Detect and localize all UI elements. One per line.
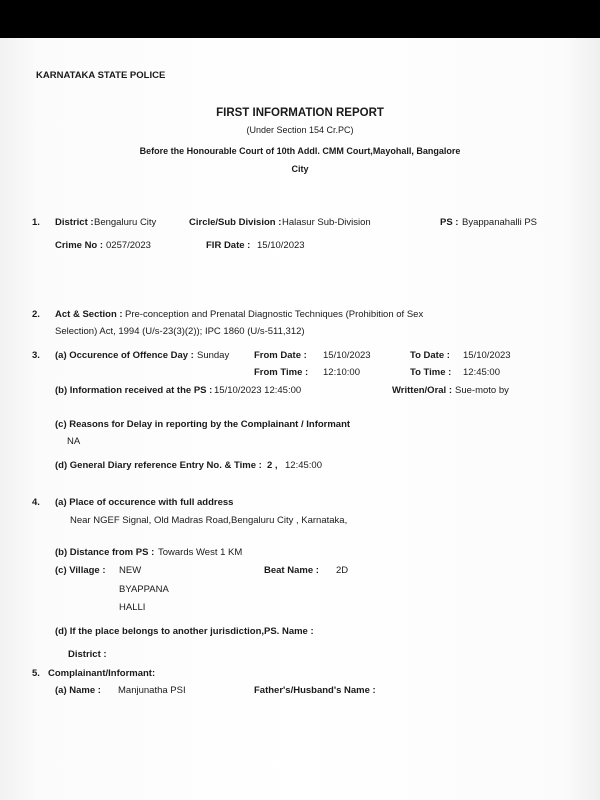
district-jurisdiction-label: District : (68, 649, 107, 660)
from-time-label: From Time : (254, 367, 309, 378)
info-received-value: 15/10/2023 12:45:00 (214, 385, 302, 396)
district-value: Bengaluru City (94, 217, 157, 228)
section-2-number: 2. (32, 309, 40, 320)
document-title: FIRST INFORMATION REPORT (216, 107, 384, 119)
ps-value: Byappanahalli PS (462, 217, 537, 228)
district-label: District : (55, 217, 94, 228)
village-line-2: BYAPPANA (119, 584, 169, 595)
distance-label: (b) Distance from PS : (55, 547, 155, 558)
org-name: KARNATAKA STATE POLICE (36, 70, 166, 81)
general-diary-label: (d) General Diary reference Entry No. & Time : (55, 460, 262, 471)
circle-value: Halasur Sub-Division (282, 217, 371, 228)
complainant-name-label: (a) Name : (55, 685, 101, 696)
to-time-value: 12:45:00 (463, 367, 500, 378)
court-line-2: City (291, 164, 309, 174)
offence-day-label: (a) Occurence of Offence Day : (55, 350, 194, 361)
delay-reason-label: (c) Reasons for Delay in reporting by the Complainant / Informant (55, 419, 351, 430)
act-section-line-1: Pre-conception and Prenatal Diagnostic Techniques (Prohibition of Sex (125, 309, 424, 320)
ps-label: PS : (440, 217, 459, 228)
section-4-number: 4. (32, 497, 40, 508)
to-date-label: To Date : (410, 350, 450, 361)
from-time-value: 12:10:00 (323, 367, 360, 378)
complainant-label: Complainant/Informant: (48, 668, 156, 679)
other-jurisdiction-label: (d) If the place belongs to another jurisdiction,PS. Name : (55, 626, 314, 637)
to-date-value: 15/10/2023 (463, 350, 511, 361)
section-1-number: 1. (32, 217, 40, 228)
fir-date-label: FIR Date : (206, 240, 251, 251)
general-diary-entry: 2 , (267, 460, 278, 471)
fir-date-value: 15/10/2023 (257, 240, 305, 251)
distance-value: Towards West 1 KM (158, 547, 243, 558)
crime-no-value: 0257/2023 (106, 240, 151, 251)
place-label: (a) Place of occurence with full address (55, 497, 234, 508)
crime-no-label: Crime No : (55, 240, 104, 251)
written-oral-value: Sue-moto by (455, 385, 509, 396)
info-received-label: (b) Information received at the PS : (55, 385, 213, 396)
from-date-value: 15/10/2023 (323, 350, 371, 361)
delay-reason-value: NA (67, 436, 81, 447)
written-oral-label: Written/Oral : (392, 385, 452, 396)
section-3-number: 3. (32, 350, 40, 361)
circle-label: Circle/Sub Division : (189, 217, 282, 228)
village-line-1: NEW (119, 565, 142, 576)
offence-day-value: Sunday (197, 350, 230, 361)
beat-name-value: 2D (336, 565, 349, 576)
father-husband-label: Father's/Husband's Name : (254, 685, 376, 696)
from-date-label: From Date : (254, 350, 307, 361)
document-subtitle: (Under Section 154 Cr.PC) (246, 125, 354, 135)
to-time-label: To Time : (410, 367, 452, 378)
complainant-name-value: Manjunatha PSI (118, 685, 186, 696)
place-value: Near NGEF Signal, Old Madras Road,Bengaluru City , Karnataka, (70, 515, 348, 526)
act-section-line-2: Selection) Act, 1994 (U/s-23(3)(2)); IPC 1860 (U/s-511,312) (55, 326, 305, 337)
beat-name-label: Beat Name : (264, 565, 319, 576)
village-line-3: HALLI (119, 602, 146, 613)
village-label: (c) Village : (55, 565, 106, 576)
top-black-bar (0, 0, 600, 38)
section-5-number: 5. (32, 668, 40, 679)
act-section-label: Act & Section : (55, 309, 123, 320)
court-line-1: Before the Honourable Court of 10th Addl. CMM Court,Mayohall, Bangalore (139, 146, 461, 156)
general-diary-time: 12:45:00 (285, 460, 322, 471)
